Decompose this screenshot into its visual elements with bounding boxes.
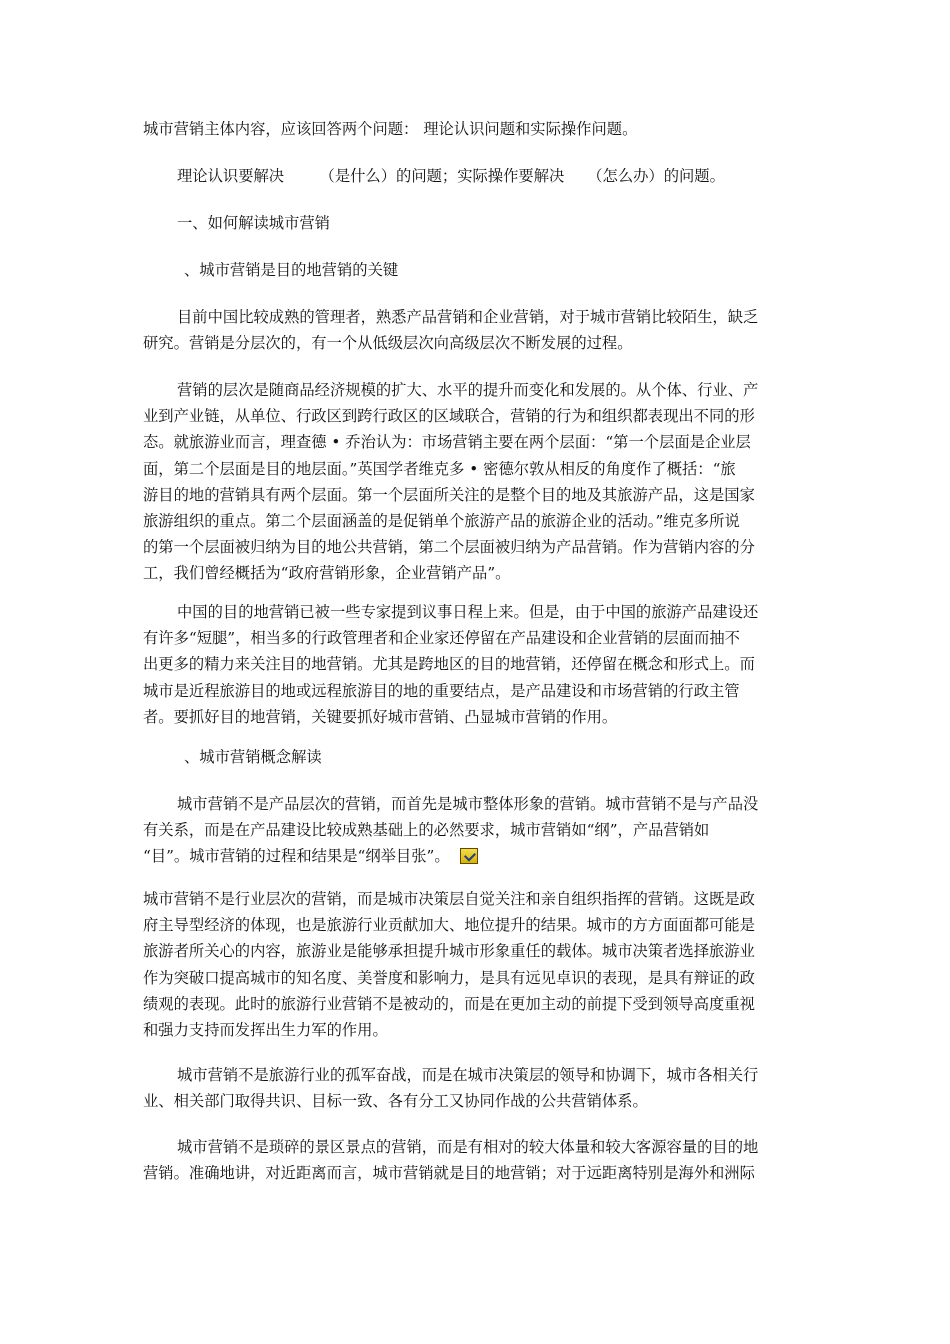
document-arrow-icon[interactable] (460, 848, 478, 864)
paragraph-6: 城市营销不是旅游行业的孤军奋战，而是在城市决策层的领导和协调下，城市各相关行 业、相关部门取得共识、目标一致、各有分工又协同作战的公共营销体系。 (143, 1066, 759, 1111)
intro-line-2: 理论认识要解决 （是什么）的问题；实际操作要解决 （怎么办）的问题。 (177, 167, 725, 185)
section-heading: 一、如何解读城市营销 (177, 214, 330, 232)
paragraph-2: 营销的层次是随商品经济规模的扩大、水平的提升而变化和发展的。从个体、行业、产 业到产业链，从单位、行政区到跨行政区的区域联合，营销的行为和组织都表现出不同的形 态。就旅游业而言，理查德 • 乔治认为：市场营销主要在两个层面：“第一个层面是企业层 面，第二个层面是目的地层面。”英国学者维克多 • 密德尔敦从相反的角度作了概括：“旅 游目的地的营销具有两个层面。第一个层面所关注的是整个目的地及其旅游产品，这是国家 旅游组织的重点。第二个层面涵盖的是促销单个旅游产品的旅游企业的活动。”维克多所说 的第一个层面被归纳为目的地公共营销，第二个层面被归纳为产品营销。作为营销内容的分 工，我们曾经概括为“政府营销形象，企业营销产品”。 (143, 381, 759, 583)
paragraph-1: 目前中国比较成熟的管理者，熟悉产品营销和企业营销，对于城市营销比较陌生，缺乏 研究。营销是分层次的，有一个从低级层次向高级层次不断发展的过程。 (143, 308, 759, 353)
subsection-heading-2: 、城市营销概念解读 (184, 748, 322, 766)
paragraph-5: 城市营销不是行业层次的营销，而是城市决策层自觉关注和亲自组织指挥的营销。这既是政 府主导型经济的体现，也是旅游行业贡献加大、地位提升的结果。城市的方方面面都可能是 旅游者所关心的内容，旅游业是能够承担提升城市形象重任的载体。城市决策者选择旅游业 作为突破口提高城市的知名度、美誉度和影响力，是具有远见卓识的表现，是具有辩证的政 绩观的表现。此时的旅游行业营销不是被动的，而是在更加主动的前提下受到领导高度重视 和强力支持而发挥出生力军的作用。 (143, 890, 755, 1040)
paragraph-3: 中国的目的地营销已被一些专家提到议事日程上来。但是，由于中国的旅游产品建设还 有许多“短腿”，相当多的行政管理者和企业家还停留在产品建设和企业营销的层面而抽不 出更多的精力来关注目的地营销。尤其是跨地区的目的地营销，还停留在概念和形式上。而 城市是近程旅游目的地或远程旅游目的地的重要结点，是产品建设和市场营销的行政主管 者。要抓好目的地营销，关键要抓好城市营销、凸显城市营销的作用。 (143, 603, 759, 726)
subsection-heading-1: 、城市营销是目的地营销的关键 (184, 261, 399, 279)
paragraph-4: 城市营销不是产品层次的营销，而首先是城市整体形象的营销。城市营销不是与产品没 有关系，而是在产品建设比较成熟基础上的必然要求，城市营销如“纲”，产品营销如 “目”。城市营销的过程和结果是“纲举目张”。 (143, 795, 759, 866)
intro-line-1: 城市营销主体内容，应该回答两个问题： 理论认识问题和实际操作问题。 (143, 120, 638, 138)
paragraph-7: 城市营销不是琐碎的景区景点的营销，而是有相对的较大体量和较大客源容量的目的地 营销。准确地讲，对近距离而言，城市营销就是目的地营销；对于远距离特别是海外和洲际 (143, 1138, 759, 1183)
